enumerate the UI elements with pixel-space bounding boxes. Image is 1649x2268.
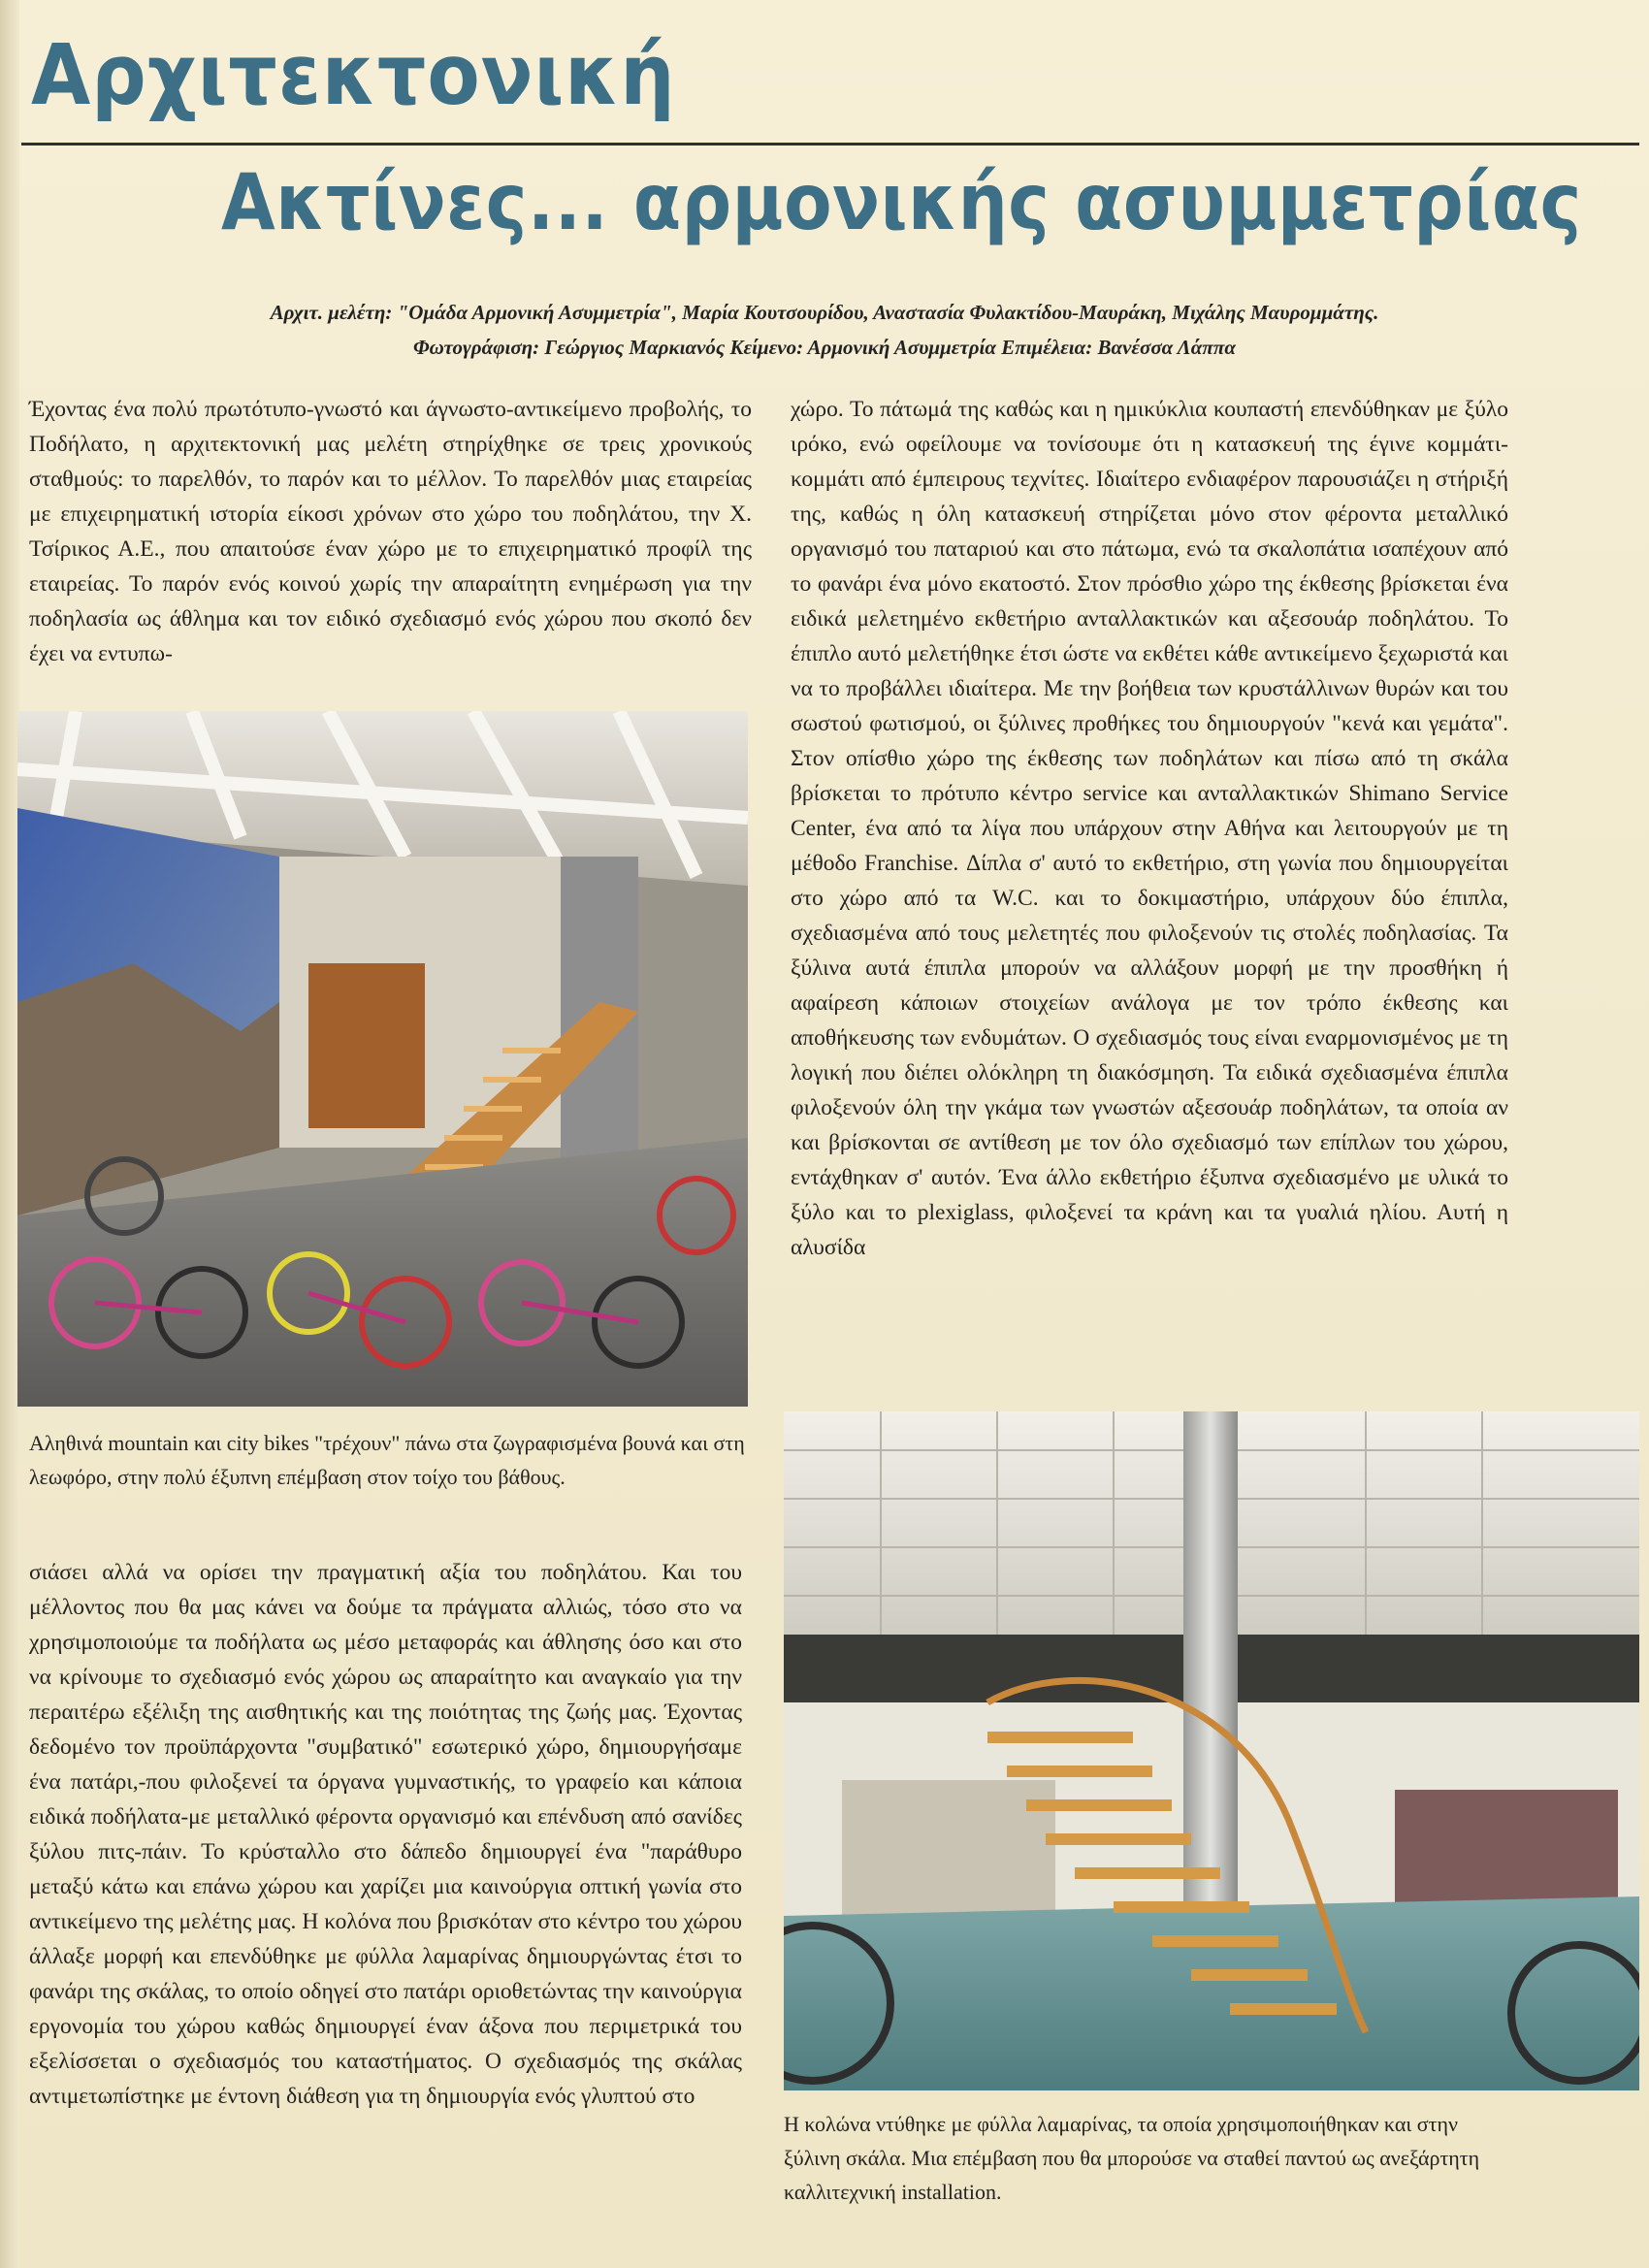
photo-caption-2: Η κολώνα ντύθηκε με φύλλα λαμαρίνας, τα οποία χρησιμοποιήθηκαν και στην ξύλινη σκάλα. Μια επέμβαση που θα μπορούσε να σταθεί παντού ως ανεξάρτητη καλλιτεχνική installation.: [784, 2112, 1480, 2204]
body-paragraph: σιάσει αλλά να ορίσει την πραγματική αξία του ποδηλάτου. Και του μέλλοντος που θα μας κάνει να δούμε τα πράγματα αλλιώς, τόσο στο να χρησιμοποιούμε τα ποδήλατα ως μέσο μεταφοράς και άθλησης όσο και στο να κρίνουμε το σχεδιασμό ενός χώρου ως απαραίτητο και αναγκαίο για την περαιτέρω εξέλιξη της αισθητικής και της ποιότητας της ζωής μας. Έχοντας δεδομένο τον προϋπάρχοντα "συμβατικό" εσωτερικό χώρο, δημιουργήσαμε ένα πατάρι,-που φιλοξενεί τα όργανα γυμναστικής, το γραφείο και κάποια ειδικά ποδήλατα-με μεταλλικό φέροντα οργανισμό και επένδυση από σανίδες ξύλου πιτς-πάιν. Το κρύσταλλο στο δάπεδο δημιουργεί ένα "παράθυρο μεταξύ κάτω και επάνω χώρου και χαρίζει μια καινούργια οπτική γωνία στο αντικείμενο της μελέτης μας. Η κολόνα που βρισκόταν στο κέντρο του χώρου άλλαξε μορφή και επενδύθηκε με φύλλα λαμαρίνας δημιουργώντας έτσι το φανάρι της σκάλας, το οποίο οδηγεί στο πατάρι οριοθετώντας την καινούργια εργονομία του χώρου καθώς δημιουργεί έναν άξονα που περιμετρικά του εξελίσσεται ο σχεδιασμός του καταστήματος. Ο σχεδιασμός της σκάλας αντιμετωπίστηκε με έντονη διάθεση για τη δημιουργία ενός γλυπτού στο: [29, 1560, 742, 2109]
credits-line-2: Φωτογράφιση: Γεώργιος Μαρκιανός Κείμενο: Αρμονική Ασυμμετρία Επιμέλεια: Βανέσσα Λάππα: [413, 336, 1236, 359]
section-title: Αρχιτεκτονική: [31, 27, 676, 124]
photo-caption-1: Αληθινά mountain και city bikes "τρέχουν" πάνω στα ζωγραφισμένα βουνά και στη λεωφόρο, στην πολύ έξυπνη επέμβαση στον τοίχο του βάθους.: [29, 1431, 745, 1489]
credits-line-1: Αρχιτ. μελέτη: "Ομάδα Αρμονική Ασυμμετρία", Μαρία Κουτσουρίδου, Αναστασία Φυλακτίδου-Μαυράκη, Μιχάλης Μαυρομμάτης.: [270, 301, 1379, 324]
title-rule: [21, 143, 1639, 146]
showroom-photo-2: [784, 1411, 1639, 2090]
article-column-left-top: [29, 392, 752, 671]
article-column-right: [791, 392, 1508, 1265]
page-edge: [0, 0, 19, 2268]
showroom-photo-1: [17, 711, 748, 1407]
article-headline: Ακτίνες... αρμονικής ασυμμετρίας: [221, 157, 1582, 247]
body-paragraph: Έχοντας ένα πολύ πρωτότυπο-γνωστό και άγνωστο-αντικείμενο προβολής, το Ποδήλατο, η αρχιτεκτονική μας μελέτη στηρίχθηκε σε τρεις χρονικούς σταθμούς: το παρελθόν, το παρόν και το μέλλον. Το παρελθόν μιας εταιρείας με επιχειρηματική ιστορία είκοσι χρόνων στο χώρο του ποδηλάτου, την Χ. Τσίρικος Α.Ε., που απαιτούσε έναν χώρο με το επιχειρηματικό προφίλ της εταιρείας. Το παρόν ενός κοινού χωρίς την απαραίτητη ενημέρωση για την ποδηλασία ως άθλημα και τον ειδικό σχεδιασμό ενός χώρου που σκοπό δεν έχει να εντυπω-: [29, 397, 752, 666]
body-paragraph: χώρο. Το πάτωμά της καθώς και η ημικύκλια κουπαστή επενδύθηκαν με ξύλο ιρόκο, ενώ οφείλουμε να τονίσουμε ότι η κατασκευή της έγινε κομμάτι-κομμάτι από έμπειρους τεχνίτες. Ιδιαίτερο ενδιαφέρον παρουσιάζει η στήριξή της, καθώς η όλη κατασκευή στηρίζεται μόνο στον φέροντα μεταλλικό οργανισμό του παταριού και στο πάτωμα, ενώ τα σκαλοπάτια ισαπέχουν από το φανάρι ένα μόνο εκατοστό. Στον πρόσθιο χώρο της έκθεσης βρίσκεται ένα ειδικά μελετημένο εκθετήριο ανταλλακτικών και αξεσουάρ ποδηλάτου. Το έπιπλο αυτό μελετήθηκε έτσι ώστε να εκθέτει κάθε αντικείμενο ξεχωριστά και να το προβάλλει ιδιαίτερα. Με την βοήθεια των κρυστάλλινων θυρών και του σωστού φωτισμού, οι ξύλινες προθήκες του δημιουργούν "κενά και γεμάτα". Στον οπίσθιο χώρο της έκθεσης των ποδηλάτων και πίσω από τη σκάλα βρίσκεται το πρότυπο κέντρο service και ανταλλακτικών Shimano Service Center, ένα από τα λίγα που υπάρχουν στην Αθήνα και λειτουργούν με τη μέθοδο Franchise. Δίπλα σ' αυτό το εκθετήριο, στη γωνία που δημιουργείται στο χώρο από τα W.C. και το δοκιμαστήριο, υπάρχουν δύο έπιπλα, σχεδιασμένα από τους μελετητές που φιλοξενούν τις στολές ποδηλασίας. Τα ξύλινα αυτά έπιπλα μπορούν να αλλάξουν μορφή με την προσθήκη ή αφαίρεση κάποιων στοιχείων ανάλογα με τον τρόπο έκθεσης και αποθήκευσης των ενδυμάτων. Ο σχεδιασμός τους είναι εναρμονισμένος με τη λογική που διέπει ολόκληρη τη διακόσμηση. Τα ειδικά σχεδιασμένα έπιπλα φιλοξενούν όλη την γκάμα των γνωστών αξεσουάρ ποδηλάτων, τα οποία αν και βρίσκονται σε αντίθεση με τον όλο σχεδιασμό των επίπλων του χώρου, εντάχθηκαν σ' αυτόν. Ένα άλλο εκθετήριο έξυπνα σχεδιασμένο με υλικά το ξύλο και το plexiglass, φιλοξενεί τα κράνη και τα γυαλιά ηλίου. Αυτή η αλυσίδα: [791, 397, 1508, 1260]
article-column-left-bottom: [29, 1555, 742, 2114]
